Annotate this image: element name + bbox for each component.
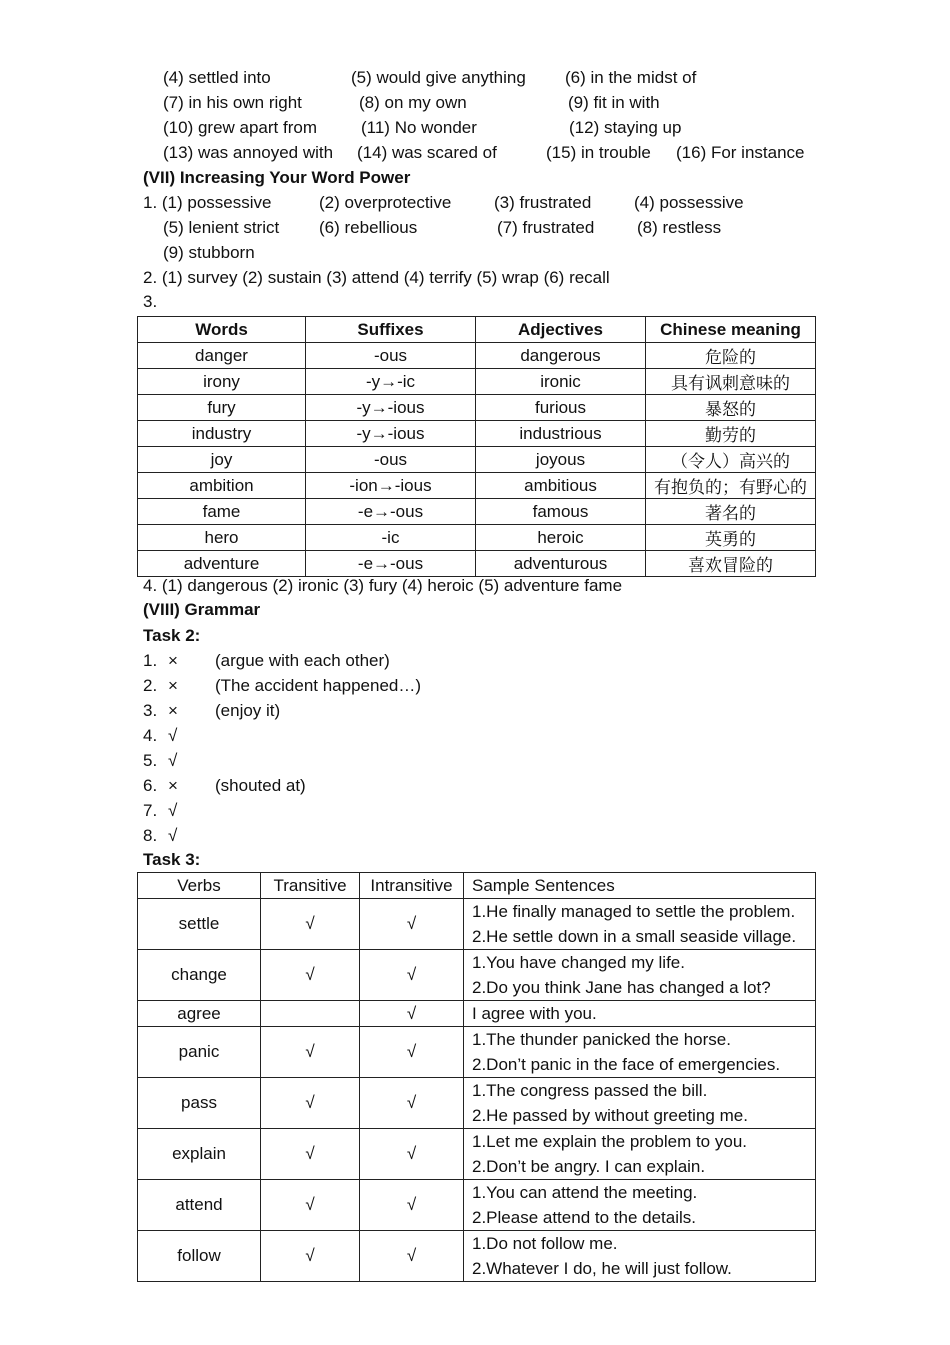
task2-mark: √ <box>168 726 178 745</box>
table-row <box>138 369 816 395</box>
task2-number: 2. <box>143 676 158 695</box>
verb-cell: pass <box>138 1078 261 1129</box>
table-cell: -y→-ious <box>306 421 476 447</box>
phrase-answer: (11) No wonder <box>361 118 477 137</box>
task2-note: (The accident happened…) <box>215 676 422 695</box>
column-header: Chinese meaning <box>646 317 816 343</box>
sample-sentences-cell <box>464 1231 816 1282</box>
sample-sentence: 1.You have changed my life. <box>472 953 685 972</box>
table-cell: 著名的 <box>646 499 816 525</box>
q2-answers: 2. (1) survey (2) sustain (3) attend (4) terrify (5) wrap (6) recall <box>143 268 610 287</box>
phrase-answer: (7) in his own right <box>163 93 302 112</box>
q1-answer: (8) restless <box>637 218 722 237</box>
sample-sentence: 1.You can attend the meeting. <box>472 1183 698 1202</box>
task2-number: 3. <box>143 701 158 720</box>
task2-number: 1. <box>143 651 158 670</box>
verbs-table <box>137 872 816 1282</box>
section-8-heading: (VIII) Grammar <box>143 600 261 619</box>
phrase-answer: (10) grew apart from <box>163 118 317 137</box>
intransitive-cell: √ <box>360 1180 464 1231</box>
sample-sentence: 1.The thunder panicked the horse. <box>472 1030 731 1049</box>
phrase-answer: (9) fit in with <box>568 93 660 112</box>
table-row <box>138 899 816 950</box>
sample-sentence: 1.The congress passed the bill. <box>472 1081 708 1100</box>
task2-mark: × <box>168 676 178 695</box>
sample-sentences-cell <box>464 1001 816 1027</box>
sample-sentence: 2.Don’t panic in the face of emergencies. <box>472 1055 781 1074</box>
table-cell: -ic <box>306 525 476 551</box>
table-cell: 具有讽刺意味的 <box>646 369 816 395</box>
verb-cell: follow <box>138 1231 261 1282</box>
sample-sentence: I agree with you. <box>472 1004 597 1023</box>
transitive-cell: √ <box>261 1129 360 1180</box>
intransitive-cell: √ <box>360 1078 464 1129</box>
table-cell: -ous <box>306 447 476 473</box>
transitive-cell: √ <box>261 950 360 1001</box>
table-cell: joy <box>138 447 306 473</box>
column-header: Transitive <box>261 873 360 899</box>
table-cell: industrious <box>476 421 646 447</box>
task2-note: (shouted at) <box>215 776 306 795</box>
phrase-answer: (14) was scared of <box>357 143 497 162</box>
table-row <box>138 473 816 499</box>
table-row <box>138 525 816 551</box>
q1-answer: (9) stubborn <box>163 243 255 262</box>
column-header: Sample Sentences <box>464 873 816 899</box>
sample-sentence: 2.Please attend to the details. <box>472 1208 696 1227</box>
table-cell: -y→-ic <box>306 369 476 395</box>
sample-sentence: 1.He finally managed to settle the problem. <box>472 902 796 921</box>
table-row <box>138 1027 816 1078</box>
transitive-cell: √ <box>261 1078 360 1129</box>
table-cell: ambition <box>138 473 306 499</box>
task2-number: 7. <box>143 801 158 820</box>
verb-cell: settle <box>138 899 261 950</box>
task3-label: Task 3: <box>143 850 201 869</box>
verb-cell: panic <box>138 1027 261 1078</box>
table-cell: fame <box>138 499 306 525</box>
table-cell: -ion→-ious <box>306 473 476 499</box>
verb-cell: agree <box>138 1001 261 1027</box>
q1-answer: (2) overprotective <box>319 193 452 212</box>
q1-answer: (5) lenient strict <box>163 218 280 237</box>
task2-note: (argue with each other) <box>215 651 390 670</box>
phrase-answer: (12) staying up <box>569 118 682 137</box>
task2-number: 5. <box>143 751 158 770</box>
table-cell: furious <box>476 395 646 421</box>
word-formation-table <box>137 316 816 577</box>
table-row <box>138 447 816 473</box>
intransitive-cell: √ <box>360 899 464 950</box>
task2-label: Task 2: <box>143 626 201 645</box>
table-row <box>138 1078 816 1129</box>
q1-answer: 1. (1) possessive <box>143 193 272 212</box>
table-row <box>138 499 816 525</box>
task2-mark: × <box>168 701 178 720</box>
table-cell: adventure <box>138 551 306 577</box>
table-row <box>138 395 816 421</box>
table-row <box>138 1129 816 1180</box>
table-row <box>138 1001 816 1027</box>
sample-sentence: 2.He passed by without greeting me. <box>472 1106 748 1125</box>
table-cell: fury <box>138 395 306 421</box>
q3-label: 3. <box>143 292 158 311</box>
phrase-answer: (5) would give anything <box>351 68 526 87</box>
sample-sentences-cell <box>464 1078 816 1129</box>
table-cell: -ous <box>306 343 476 369</box>
sample-sentences-cell <box>464 1180 816 1231</box>
intransitive-cell: √ <box>360 1231 464 1282</box>
intransitive-cell: √ <box>360 1129 464 1180</box>
column-header: Verbs <box>138 873 261 899</box>
section-7-heading: (VII) Increasing Your Word Power <box>143 168 411 187</box>
sample-sentence: 2.Do you think Jane has changed a lot? <box>472 978 771 997</box>
intransitive-cell: √ <box>360 1027 464 1078</box>
phrase-answer: (16) For instance <box>676 143 805 162</box>
task2-note: (enjoy it) <box>215 701 281 720</box>
sample-sentence: 2.He settle down in a small seaside village. <box>472 927 797 946</box>
phrase-answer: (6) in the midst of <box>565 68 697 87</box>
table-cell: 英勇的 <box>646 525 816 551</box>
table-cell: adventurous <box>476 551 646 577</box>
verb-cell: explain <box>138 1129 261 1180</box>
sample-sentences-cell <box>464 950 816 1001</box>
q1-answer: (7) frustrated <box>497 218 595 237</box>
intransitive-cell: √ <box>360 1001 464 1027</box>
column-header: Intransitive <box>360 873 464 899</box>
table-cell: -e→-ous <box>306 499 476 525</box>
sample-sentence: 1.Do not follow me. <box>472 1234 618 1253</box>
q1-answer: (4) possessive <box>634 193 744 212</box>
table-cell: dangerous <box>476 343 646 369</box>
table-cell: 暴怒的 <box>646 395 816 421</box>
table-row <box>138 950 816 1001</box>
table-cell: danger <box>138 343 306 369</box>
table-cell: irony <box>138 369 306 395</box>
table-cell: 危险的 <box>646 343 816 369</box>
table-cell: 勤劳的 <box>646 421 816 447</box>
transitive-cell: √ <box>261 1180 360 1231</box>
table-cell: -y→-ious <box>306 395 476 421</box>
table-cell: ironic <box>476 369 646 395</box>
sample-sentences-cell <box>464 1027 816 1078</box>
verb-cell: change <box>138 950 261 1001</box>
task2-number: 4. <box>143 726 158 745</box>
table-row <box>138 551 816 577</box>
column-header: Suffixes <box>306 317 476 343</box>
sample-sentence: 2.Don’t be angry. I can explain. <box>472 1157 706 1176</box>
phrase-answer: (15) in trouble <box>546 143 651 162</box>
transitive-cell <box>261 1001 360 1027</box>
table-cell: industry <box>138 421 306 447</box>
table-cell: hero <box>138 525 306 551</box>
task2-mark: √ <box>168 826 178 845</box>
table-cell: -e→-ous <box>306 551 476 577</box>
task2-mark: × <box>168 776 178 795</box>
table-cell: ambitious <box>476 473 646 499</box>
task2-mark: √ <box>168 801 178 820</box>
phrase-answer: (8) on my own <box>359 93 467 112</box>
transitive-cell: √ <box>261 1027 360 1078</box>
q1-answer: (6) rebellious <box>319 218 418 237</box>
transitive-cell: √ <box>261 899 360 950</box>
transitive-cell: √ <box>261 1231 360 1282</box>
table-cell: famous <box>476 499 646 525</box>
task2-mark: √ <box>168 751 178 770</box>
table-row <box>138 1180 816 1231</box>
q4-answers: 4. (1) dangerous (2) ironic (3) fury (4) heroic (5) adventure fame <box>143 576 623 595</box>
sample-sentences-cell <box>464 899 816 950</box>
verb-cell: attend <box>138 1180 261 1231</box>
task2-mark: × <box>168 651 178 670</box>
table-cell: joyous <box>476 447 646 473</box>
table-cell: （令人）高兴的 <box>646 447 816 473</box>
table-row <box>138 1231 816 1282</box>
intransitive-cell: √ <box>360 950 464 1001</box>
sample-sentence: 1.Let me explain the problem to you. <box>472 1132 747 1151</box>
column-header: Words <box>138 317 306 343</box>
phrase-answer: (13) was annoyed with <box>163 143 334 162</box>
sample-sentences-cell <box>464 1129 816 1180</box>
table-row <box>138 421 816 447</box>
phrase-answer: (4) settled into <box>163 68 271 87</box>
table-row <box>138 343 816 369</box>
task2-number: 6. <box>143 776 158 795</box>
column-header: Adjectives <box>476 317 646 343</box>
task2-number: 8. <box>143 826 158 845</box>
table-cell: 喜欢冒险的 <box>646 551 816 577</box>
table-cell: 有抱负的；有野心的 <box>646 473 816 499</box>
table-cell: heroic <box>476 525 646 551</box>
q1-answer: (3) frustrated <box>494 193 592 212</box>
sample-sentence: 2.Whatever I do, he will just follow. <box>472 1259 732 1278</box>
